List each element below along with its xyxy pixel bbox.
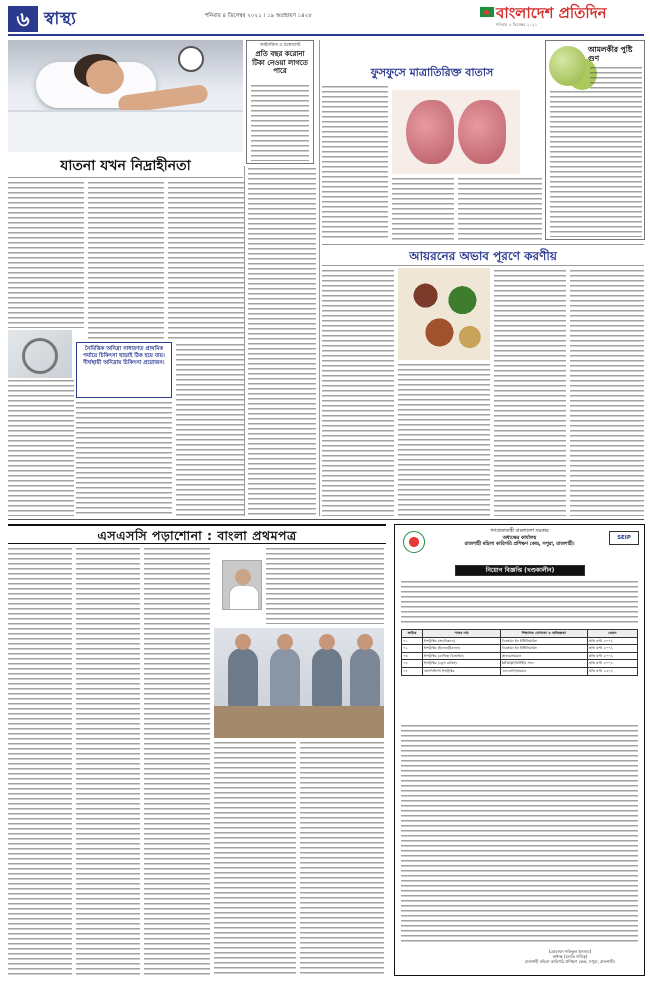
dateline: শনিবার ৪ ডিসেম্বর ২০২১ । ১৯ অগ্রহায়ণ ১৪২৮	[205, 13, 312, 19]
amloki-title: আমলকীর পুষ্টি গুণ	[588, 45, 633, 63]
iron-body-col2	[398, 364, 490, 516]
ssc-body-col2	[76, 548, 140, 976]
ssc-body-col4	[214, 742, 296, 976]
header-rule	[8, 34, 644, 36]
iron-body-col4	[570, 270, 644, 516]
logo-subtitle: শনিবার ৪ ডিসেম্বর ২০২১	[496, 22, 538, 27]
ad-terms	[401, 725, 638, 943]
lungs-illustration	[392, 90, 520, 174]
jobs-table	[401, 629, 638, 676]
sidebox-kicker: আইসক্রিম ও চকোলেট	[259, 43, 301, 48]
ad-notice-title: নিয়োগ বিজ্ঞপ্তি (খণ্ডকালীন)	[455, 565, 585, 576]
ad-gov: গণপ্রজাতন্ত্রী বাংলাদেশ সরকার	[490, 529, 549, 534]
ad-office: অধ্যক্ষের কার্যালয়	[502, 535, 537, 541]
lungs-body-col2	[392, 178, 454, 240]
table-row: ০৪ ইন্সট্রাক্টর (ড্রেস মেকিং) NTVQF/বিটিইবি সনদ প্রতি ঘণ্টা ৫০০/-	[402, 660, 638, 668]
sleep-body-col3	[168, 182, 244, 340]
ssc-headline: এসএসসি পড়াশোনা : বাংলা প্রথমপত্র	[8, 524, 386, 544]
alarm-clock-icon	[178, 46, 204, 72]
section-title: স্বাস্থ্য	[44, 9, 77, 29]
amloki-box	[545, 40, 645, 240]
logo-text: বাংলাদেশ প্রতিদিন	[496, 4, 607, 22]
stethoscope-photo	[8, 330, 72, 378]
vaccine-sidebox	[246, 40, 314, 164]
ad-center: রাজশাহী মহিলা কারিগরি প্রশিক্ষণ কেন্দ্র, সপুরা, রাজশাহী।	[464, 542, 575, 547]
ad-signature: (মোহাম্মদ শফিকুল ইসলাম) অধ্যক্ষ (চলতি দায়িত্ব) রাজশাহী মহিলা কারিগরি প্রশিক্ষণ কেন্দ্র, সপুরা, রাজশাহী।	[524, 949, 616, 965]
amla-fruit-photo	[549, 46, 587, 86]
iron-headline: আয়রনের অভাব পূরণে করণীয়	[322, 244, 644, 266]
table-row: ০৩ ইন্সট্রাক্টর (গ্রাফিক্স ডিজাইন) স্নাতক/সমমান প্রতি ঘণ্টা ৫০০/-	[402, 652, 638, 660]
sleep-body-col3b	[176, 344, 244, 516]
table-row: ০৫ অ্যাসিস্ট্যান্ট ইন্সট্রাক্টর এসএসসি/সমমান প্রতি ঘণ্টা ২৫০/-	[402, 667, 638, 675]
students-exam-photo	[214, 628, 384, 738]
ssc-body-col5	[300, 742, 384, 976]
page-number: ৬	[8, 6, 38, 32]
iron-rich-food-photo	[398, 268, 490, 360]
sleep-pullquote: নৈমিত্তিক অনিদ্রা সাধারণত প্রাথমিক পর্যায়ে চিকিৎসা ছাড়াই ঠিক হয়ে যায়। দীর্ঘস্থায়ী অনিদ্রায় চিকিৎসা প্রয়োজন।	[76, 342, 172, 398]
ssc-body-col1	[8, 548, 72, 976]
ssc-body-col3	[144, 548, 210, 976]
sleep-headline: যাতনা যখন নিদ্রাহীনতা	[8, 154, 243, 178]
table-row: ০২ ইন্সট্রাক্টর (ইলেকট্রিক্যাল) ডিপ্লোমা ইন ইঞ্জিনিয়ারিং প্রতি ঘণ্টা ৫০০/-	[402, 645, 638, 653]
lungs-headline: ফুসফুসে মাত্রাতিরিক্ত বাতাস	[370, 66, 494, 79]
sleeping-woman-photo	[8, 40, 243, 152]
sleep-body-col2	[88, 182, 164, 340]
sleep-body-col1b	[8, 380, 74, 516]
sleep-body-col4	[248, 168, 316, 516]
section-divider	[8, 519, 644, 520]
recruitment-advertisement	[394, 524, 645, 976]
table-row: ০১ ইন্সট্রাক্টর (অটোক্যাড) ডিপ্লোমা ইন ইঞ্জিনিয়ারিং প্রতি ঘণ্টা ৫০০/-	[402, 637, 638, 645]
sleep-body-col1	[8, 182, 84, 328]
table-header-row: ক্রমিক পদের নাম শিক্ষাগত যোগ্যতা ও অভিজ্ঞতা বেতন	[402, 630, 638, 638]
iron-body-col1	[322, 270, 394, 516]
masthead-logo	[480, 4, 645, 32]
seip-logo: SEIP	[609, 531, 639, 545]
lungs-body-col1	[322, 86, 388, 238]
ssc-body-col4-top	[266, 548, 384, 624]
author-photo	[222, 560, 262, 610]
sidebox-title: প্রতি বছর করোনা টিকা নেওয়া লাগতে পারে	[252, 50, 308, 76]
sleep-body-col2b	[76, 402, 172, 516]
iron-body-col3	[494, 270, 566, 516]
lungs-body-col3	[458, 178, 542, 240]
flag-icon	[480, 7, 494, 17]
